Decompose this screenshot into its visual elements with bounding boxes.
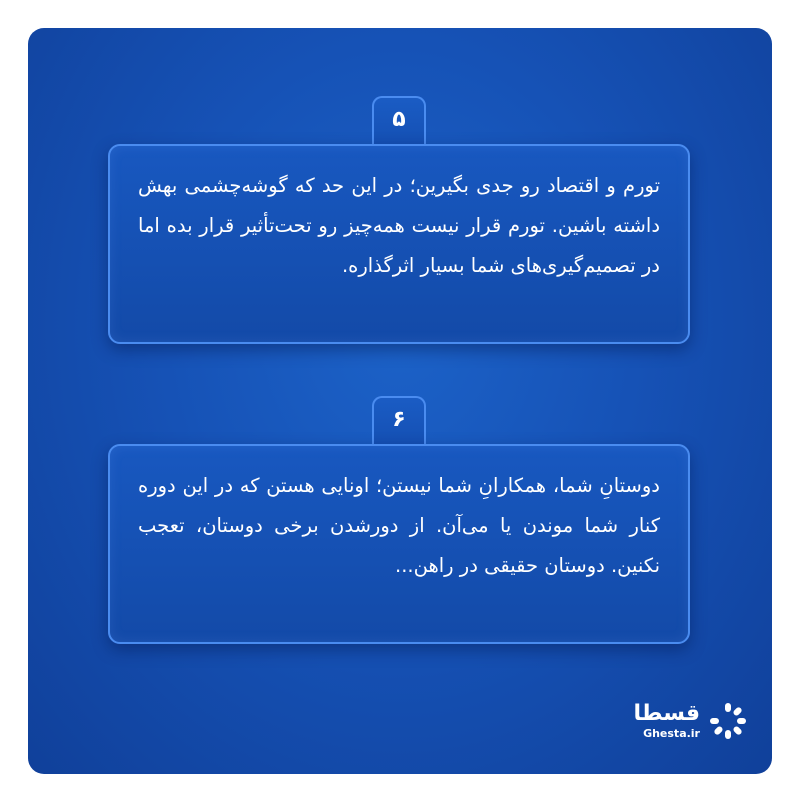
tip-box <box>108 144 690 344</box>
brand-name-fa: قسطا <box>633 701 700 726</box>
post-card <box>28 28 772 774</box>
item-number: ۵ <box>392 107 406 132</box>
brand-logo <box>634 698 748 744</box>
tip-box <box>108 444 690 644</box>
tip-text: دوستانِ شما، همکارانِ شما نیستن؛ اونایی هستن که در این دوره کنار شما موندن یا می‌آن. از دورشدن برخی دوستان، تعجب نکنین. دوستان حقیقی در راهن... <box>138 474 660 577</box>
tip-text: تورم و اقتصاد رو جدی بگیرین؛ در این حد که گوشه‌چشمی بهش داشته باشین. تورم قرار نیست همه‌چیز رو تحت‌تأثیر قرار بده اما در تصمیم‌گیری‌های شما بسیار اثرگذاره. <box>138 174 660 277</box>
item-number-badge <box>372 96 426 144</box>
brand-wordmark <box>634 703 700 739</box>
brand-name-en: Ghesta.ir <box>643 727 700 740</box>
item-number-badge <box>372 396 426 444</box>
item-number: ۶ <box>392 407 406 432</box>
ghesta-ring-icon <box>708 701 748 741</box>
